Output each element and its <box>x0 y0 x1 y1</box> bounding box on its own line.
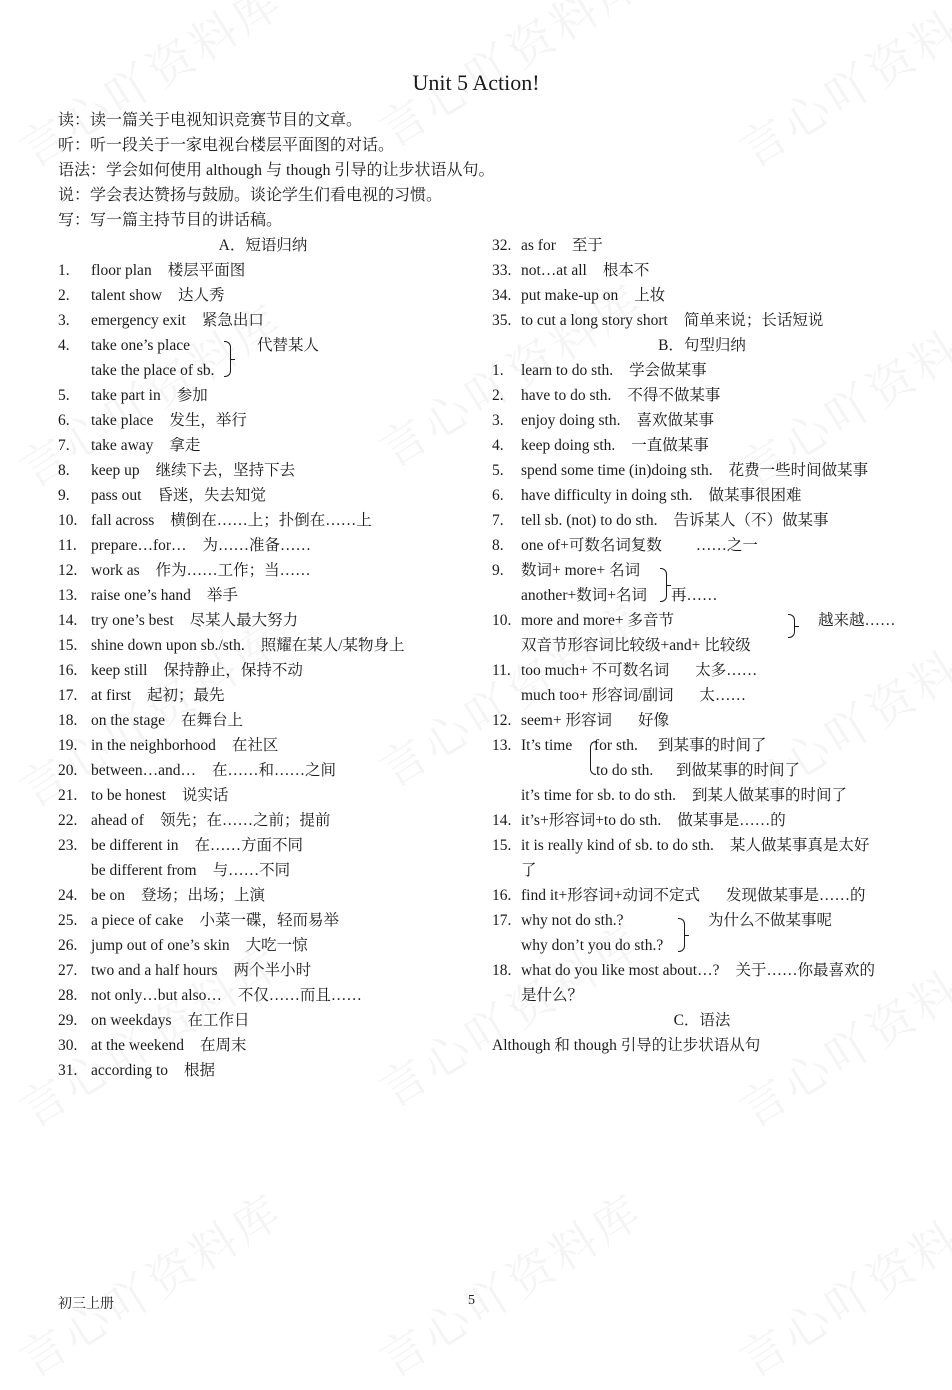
phrase-zh: 作为……工作；当…… <box>155 562 311 579</box>
phrase-en: on the stage <box>91 712 166 729</box>
list-item <box>58 758 468 783</box>
item-number: 23. <box>58 837 78 854</box>
pattern-zh: 到某人做某事的时间了 <box>692 787 848 804</box>
item-number: 5. <box>58 387 70 404</box>
list-item <box>492 483 912 508</box>
phrase-zh: 登场；出场；上演 <box>141 887 266 904</box>
list-item <box>58 1058 468 1083</box>
pattern-en: much too+ 形容词/副词 <box>521 687 674 704</box>
list-item <box>58 708 468 733</box>
phrase-zh: 上妆 <box>634 287 666 304</box>
objective-grammar: 语法：学会如何使用 although 与 though 引导的让步状语从句。 <box>58 162 495 179</box>
list-item <box>58 508 468 533</box>
list-item-continued <box>492 858 912 883</box>
item-number: 26. <box>58 937 78 954</box>
pattern-en: too much+ 不可数名词 <box>521 662 670 679</box>
list-item <box>492 408 912 433</box>
phrase-zh: 与……不同 <box>212 862 291 879</box>
list-item <box>492 433 912 458</box>
pattern-en: enjoy doing sth. <box>521 412 621 429</box>
page-title: Unit 5 Action! <box>412 70 540 95</box>
list-item <box>492 733 912 758</box>
phrase-en: ahead of <box>91 812 144 829</box>
phrase-zh: 在舞台上 <box>181 712 244 729</box>
phrase-en: in the neighborhood <box>91 737 216 754</box>
pattern-zh: 做某事很困难 <box>708 487 802 504</box>
phrase-zh: 照耀在某人/某物身上 <box>260 637 405 654</box>
item-number: 11. <box>492 662 511 679</box>
watermark <box>5 1176 294 1390</box>
objective-speaking: 说：学会表达赞扬与鼓励。谈论学生们看电视的习惯。 <box>58 187 443 204</box>
item-number: 25. <box>58 912 78 929</box>
list-item <box>58 458 468 483</box>
item-number: 14. <box>58 612 78 629</box>
item-number: 4. <box>492 437 504 454</box>
item-number: 17. <box>58 687 78 704</box>
list-item <box>492 258 912 283</box>
item-number: 7. <box>492 512 504 529</box>
list-item <box>58 883 468 908</box>
phrase-en: try one’s best <box>91 612 174 629</box>
list-item-continued <box>492 758 912 783</box>
item-number: 4. <box>58 337 70 354</box>
phrase-zh: 在社区 <box>231 737 279 754</box>
phrase-en: to be honest <box>91 787 166 804</box>
phrase-en: put make-up on <box>521 287 619 304</box>
footer-book: 初三上册 <box>58 1297 114 1312</box>
pattern-en: seem+ 形容词 <box>521 712 612 729</box>
phrase-en: a piece of cake <box>91 912 184 929</box>
item-number: 8. <box>58 462 70 479</box>
phrase-en: be on <box>91 887 126 904</box>
section-a-heading: A．短语归纳 <box>218 237 308 254</box>
pattern-en: find it+形容词+动词不定式 <box>521 887 700 904</box>
pattern-zh: 发现做某事是……的 <box>725 887 866 904</box>
pattern-en: 数词+ more+ 名词 <box>521 562 641 579</box>
phrase-zh: 不仅……而且…… <box>237 987 362 1004</box>
phrase-zh: 参加 <box>176 387 208 404</box>
pattern-en: 双音节形容词比较级+and+ 比较级 <box>521 637 751 654</box>
pattern-en: learn to do sth. <box>521 362 614 379</box>
list-item <box>492 958 912 983</box>
pattern-en: why don’t you do sth.? <box>521 937 664 954</box>
list-item <box>58 933 468 958</box>
item-number: 2. <box>492 387 504 404</box>
pattern-zh: 喜欢做某事 <box>636 412 714 429</box>
phrase-zh: 起初；最先 <box>147 687 225 704</box>
pattern-en: it’s+形容词+to do sth. <box>521 812 662 829</box>
list-item <box>58 958 468 983</box>
phrase-en: be different from <box>91 862 197 879</box>
phrase-en: shine down upon sb./sth. <box>91 637 245 654</box>
pattern-zh: 太…… <box>699 687 747 704</box>
phrase-zh: 领先；在……之前；提前 <box>159 812 331 829</box>
phrase-en: according to <box>91 1062 169 1079</box>
phrase-en: prepare…for… <box>91 537 187 554</box>
pattern-en: what do you like most about…? <box>521 962 720 979</box>
list-item <box>492 283 912 308</box>
list-item <box>492 458 912 483</box>
phrase-zh: 为……准备…… <box>202 537 312 554</box>
phrase-en: jump out of one’s skin <box>91 937 230 954</box>
pattern-zh: 越来越…… <box>818 612 896 629</box>
phrase-zh: 继续下去，坚持下去 <box>155 462 296 479</box>
list-item-continued <box>492 983 912 1008</box>
list-item <box>492 883 912 908</box>
phrase-zh: 说实话 <box>181 787 229 804</box>
phrase-en: two and a half hours <box>91 962 218 979</box>
pattern-en: it is really kind of sb. to do sth. <box>521 837 714 854</box>
pattern-zh: 太多…… <box>695 662 758 679</box>
item-number: 12. <box>58 562 78 579</box>
item-number: 19. <box>58 737 78 754</box>
pattern-zh: 不得不做某事 <box>627 387 721 404</box>
list-item <box>58 658 468 683</box>
pattern-en: have difficulty in doing sth. <box>521 487 693 504</box>
section-b-heading: B．句型归纳 <box>658 337 746 354</box>
list-item <box>58 283 468 308</box>
item-number: 17. <box>492 912 512 929</box>
item-number: 33. <box>492 262 512 279</box>
list-item <box>58 808 468 833</box>
item-number: 6. <box>492 487 504 504</box>
list-item <box>58 833 468 858</box>
phrase-zh: 尽某人最大努力 <box>189 612 299 629</box>
phrase-zh: 简单来说；长话短说 <box>683 312 824 329</box>
phrase-zh: 在工作日 <box>187 1012 250 1029</box>
pattern-zh: 了 <box>521 862 537 879</box>
objective-reading: 读：读一篇关于电视知识竞赛节目的文章。 <box>58 112 363 129</box>
phrase-zh: 至于 <box>571 237 603 254</box>
phrase-en: floor plan <box>91 262 152 279</box>
phrase-zh: 代替某人 <box>257 337 320 354</box>
list-item <box>58 408 468 433</box>
page-number: 5 <box>468 1293 475 1308</box>
item-number: 9. <box>492 562 504 579</box>
phrase-zh: 达人秀 <box>178 287 225 304</box>
pattern-en: why not do sth.? <box>521 912 624 929</box>
phrase-zh: 根据 <box>184 1062 216 1079</box>
item-number: 1. <box>492 362 504 379</box>
item-number: 32. <box>492 237 512 254</box>
item-number: 13. <box>492 737 512 754</box>
pattern-zh: 做某事是……的 <box>677 812 786 829</box>
list-item <box>58 633 468 658</box>
phrase-en: take one’s place <box>91 337 190 354</box>
pattern-zh: 学会做某事 <box>629 362 707 379</box>
phrase-zh: 昏迷，失去知觉 <box>157 487 266 504</box>
list-item <box>492 708 912 733</box>
pattern-zh: 好像 <box>637 712 669 729</box>
item-number: 31. <box>58 1062 78 1079</box>
item-number: 1. <box>58 262 70 279</box>
phrase-zh: 保持静止，保持不动 <box>163 662 303 679</box>
pattern-zh: 告诉某人（不）做某事 <box>673 512 829 529</box>
objective-writing: 写：写一篇主持节目的讲话稿。 <box>58 212 283 229</box>
list-item-continued <box>492 633 912 658</box>
item-number: 9. <box>58 487 70 504</box>
list-item <box>492 383 912 408</box>
pattern-en: tell sb. (not) to do sth. <box>521 512 658 529</box>
phrase-en: take place <box>91 412 154 429</box>
pattern-en: another+数词+名词 <box>521 587 647 604</box>
list-item <box>58 483 468 508</box>
objectives <box>58 108 494 233</box>
pattern-zh: 为什么不做某事呢 <box>708 912 833 929</box>
item-number: 15. <box>492 837 512 854</box>
item-number: 15. <box>58 637 78 654</box>
watermark <box>725 1176 952 1390</box>
phrase-en: be different in <box>91 837 179 854</box>
pattern-zh: 是什么？ <box>521 987 584 1004</box>
list-item <box>492 233 912 258</box>
phrase-zh: 小菜一碟，轻而易举 <box>199 912 340 929</box>
list-item <box>58 533 468 558</box>
phrase-en: take the place of sb. <box>91 362 215 379</box>
pattern-en: one of+可数名词复数 <box>521 537 662 554</box>
pattern-zh: 某人做某事真是太好 <box>729 837 870 854</box>
phrase-en: raise one’s hand <box>91 587 191 604</box>
list-item <box>58 733 468 758</box>
item-number: 12. <box>492 712 512 729</box>
phrase-zh: 发生，举行 <box>169 412 247 429</box>
phrase-zh: 横倒在……上；扑倒在……上 <box>170 512 372 529</box>
phrase-en: at first <box>91 687 132 704</box>
item-number: 10. <box>492 612 512 629</box>
phrase-en: on weekdays <box>91 1012 172 1029</box>
phrase-en: fall across <box>91 512 155 529</box>
list-item <box>492 908 912 933</box>
pattern-en: to do sth. <box>596 762 654 779</box>
item-number: 35. <box>492 312 512 329</box>
item-number: 3. <box>492 412 504 429</box>
phrase-en: keep still <box>91 662 148 679</box>
pattern-en: it’s time for sb. to do sth. <box>521 787 676 804</box>
phrase-en: to cut a long story short <box>521 312 668 329</box>
item-number: 30. <box>58 1037 78 1054</box>
phrase-en: as for <box>521 237 556 254</box>
watermark <box>365 1176 654 1390</box>
pattern-zh: 花费一些时间做某事 <box>728 462 869 479</box>
item-number: 29. <box>58 1012 78 1029</box>
list-item <box>492 808 912 833</box>
list-item <box>58 258 468 283</box>
list-item <box>58 1033 468 1058</box>
list-item-continued <box>58 358 468 383</box>
list-item <box>58 608 468 633</box>
item-number: 11. <box>58 537 77 554</box>
pattern-zh: 到做某事的时间了 <box>676 762 801 779</box>
phrase-en: emergency exit <box>91 312 186 329</box>
list-item <box>58 308 468 333</box>
item-number: 8. <box>492 537 504 554</box>
phrase-en: between…and… <box>91 762 197 779</box>
item-number: 21. <box>58 787 78 804</box>
pattern-zh: 关于……你最喜欢的 <box>735 962 875 979</box>
list-item <box>58 558 468 583</box>
objective-listening: 听：听一段关于一家电视台楼层平面图的对话。 <box>58 137 395 154</box>
list-item <box>58 583 468 608</box>
list-item <box>492 508 912 533</box>
pattern-en: spend some time (in)doing sth. <box>521 462 713 479</box>
list-item <box>492 533 912 558</box>
phrase-en: not only…but also… <box>91 987 222 1004</box>
list-item <box>58 783 468 808</box>
item-number: 28. <box>58 987 78 1004</box>
list-item-continued <box>492 583 912 608</box>
item-number: 10. <box>58 512 78 529</box>
phrase-zh: 两个半小时 <box>233 962 312 979</box>
phrase-zh: 拿走 <box>169 437 201 454</box>
section-c-heading: C．语法 <box>673 1012 731 1029</box>
list-item <box>58 383 468 408</box>
phrase-en: talent show <box>91 287 163 304</box>
list-item <box>58 333 468 358</box>
phrase-en: take away <box>91 437 154 454</box>
item-number: 7. <box>58 437 70 454</box>
list-item <box>492 358 912 383</box>
list-item-continued <box>492 683 912 708</box>
phrase-en: work as <box>91 562 140 579</box>
list-item <box>58 683 468 708</box>
phrase-zh: 举手 <box>206 587 238 604</box>
pattern-en: keep doing sth. <box>521 437 616 454</box>
item-number: 16. <box>492 887 512 904</box>
list-item <box>492 608 912 633</box>
item-number: 24. <box>58 887 78 904</box>
item-number: 20. <box>58 762 78 779</box>
phrase-zh: 在周末 <box>199 1037 247 1054</box>
pattern-zh: 一直做某事 <box>631 437 709 454</box>
list-item-continued <box>58 858 468 883</box>
pattern-zh: 再…… <box>670 587 718 604</box>
left-column <box>58 233 468 1083</box>
phrase-en: keep up <box>91 462 140 479</box>
phrase-zh: 根本不 <box>602 262 650 279</box>
list-item-continued <box>492 933 912 958</box>
phrase-zh: 紧急出口 <box>201 312 264 329</box>
item-number: 6. <box>58 412 70 429</box>
list-item <box>58 908 468 933</box>
pattern-en: have to do sth. <box>521 387 612 404</box>
list-item <box>58 1008 468 1033</box>
pattern-zh: ……之一 <box>695 537 758 554</box>
pattern-en: more and more+ 多音节 <box>521 612 674 629</box>
list-item <box>492 308 912 333</box>
phrase-zh: 楼层平面图 <box>167 262 246 279</box>
phrase-en: at the weekend <box>91 1037 184 1054</box>
item-number: 34. <box>492 287 512 304</box>
item-number: 18. <box>492 962 512 979</box>
list-item-continued <box>492 783 912 808</box>
phrase-en: pass out <box>91 487 142 504</box>
list-item <box>58 983 468 1008</box>
list-item <box>492 558 912 583</box>
pattern-en: It’s time <box>521 737 573 754</box>
item-number: 13. <box>58 587 78 604</box>
right-column <box>492 233 912 1058</box>
list-item <box>58 433 468 458</box>
item-number: 16. <box>58 662 78 679</box>
grammar-note: Although 和 though 引导的让步状语从句 <box>492 1037 761 1054</box>
phrase-en: not…at all <box>521 262 587 279</box>
phrase-zh: 大吃一惊 <box>245 937 308 954</box>
phrase-en: take part in <box>91 387 161 404</box>
pattern-zh: 到某事的时间了 <box>658 737 767 754</box>
item-number: 3. <box>58 312 70 329</box>
list-item <box>492 658 912 683</box>
phrase-zh: 在……方面不同 <box>194 837 304 854</box>
item-number: 5. <box>492 462 504 479</box>
item-number: 2. <box>58 287 70 304</box>
pattern-en: for sth. <box>594 737 638 754</box>
item-number: 27. <box>58 962 78 979</box>
list-item <box>492 833 912 858</box>
phrase-zh: 在……和……之间 <box>212 762 337 779</box>
item-number: 14. <box>492 812 512 829</box>
item-number: 18. <box>58 712 78 729</box>
item-number: 22. <box>58 812 78 829</box>
